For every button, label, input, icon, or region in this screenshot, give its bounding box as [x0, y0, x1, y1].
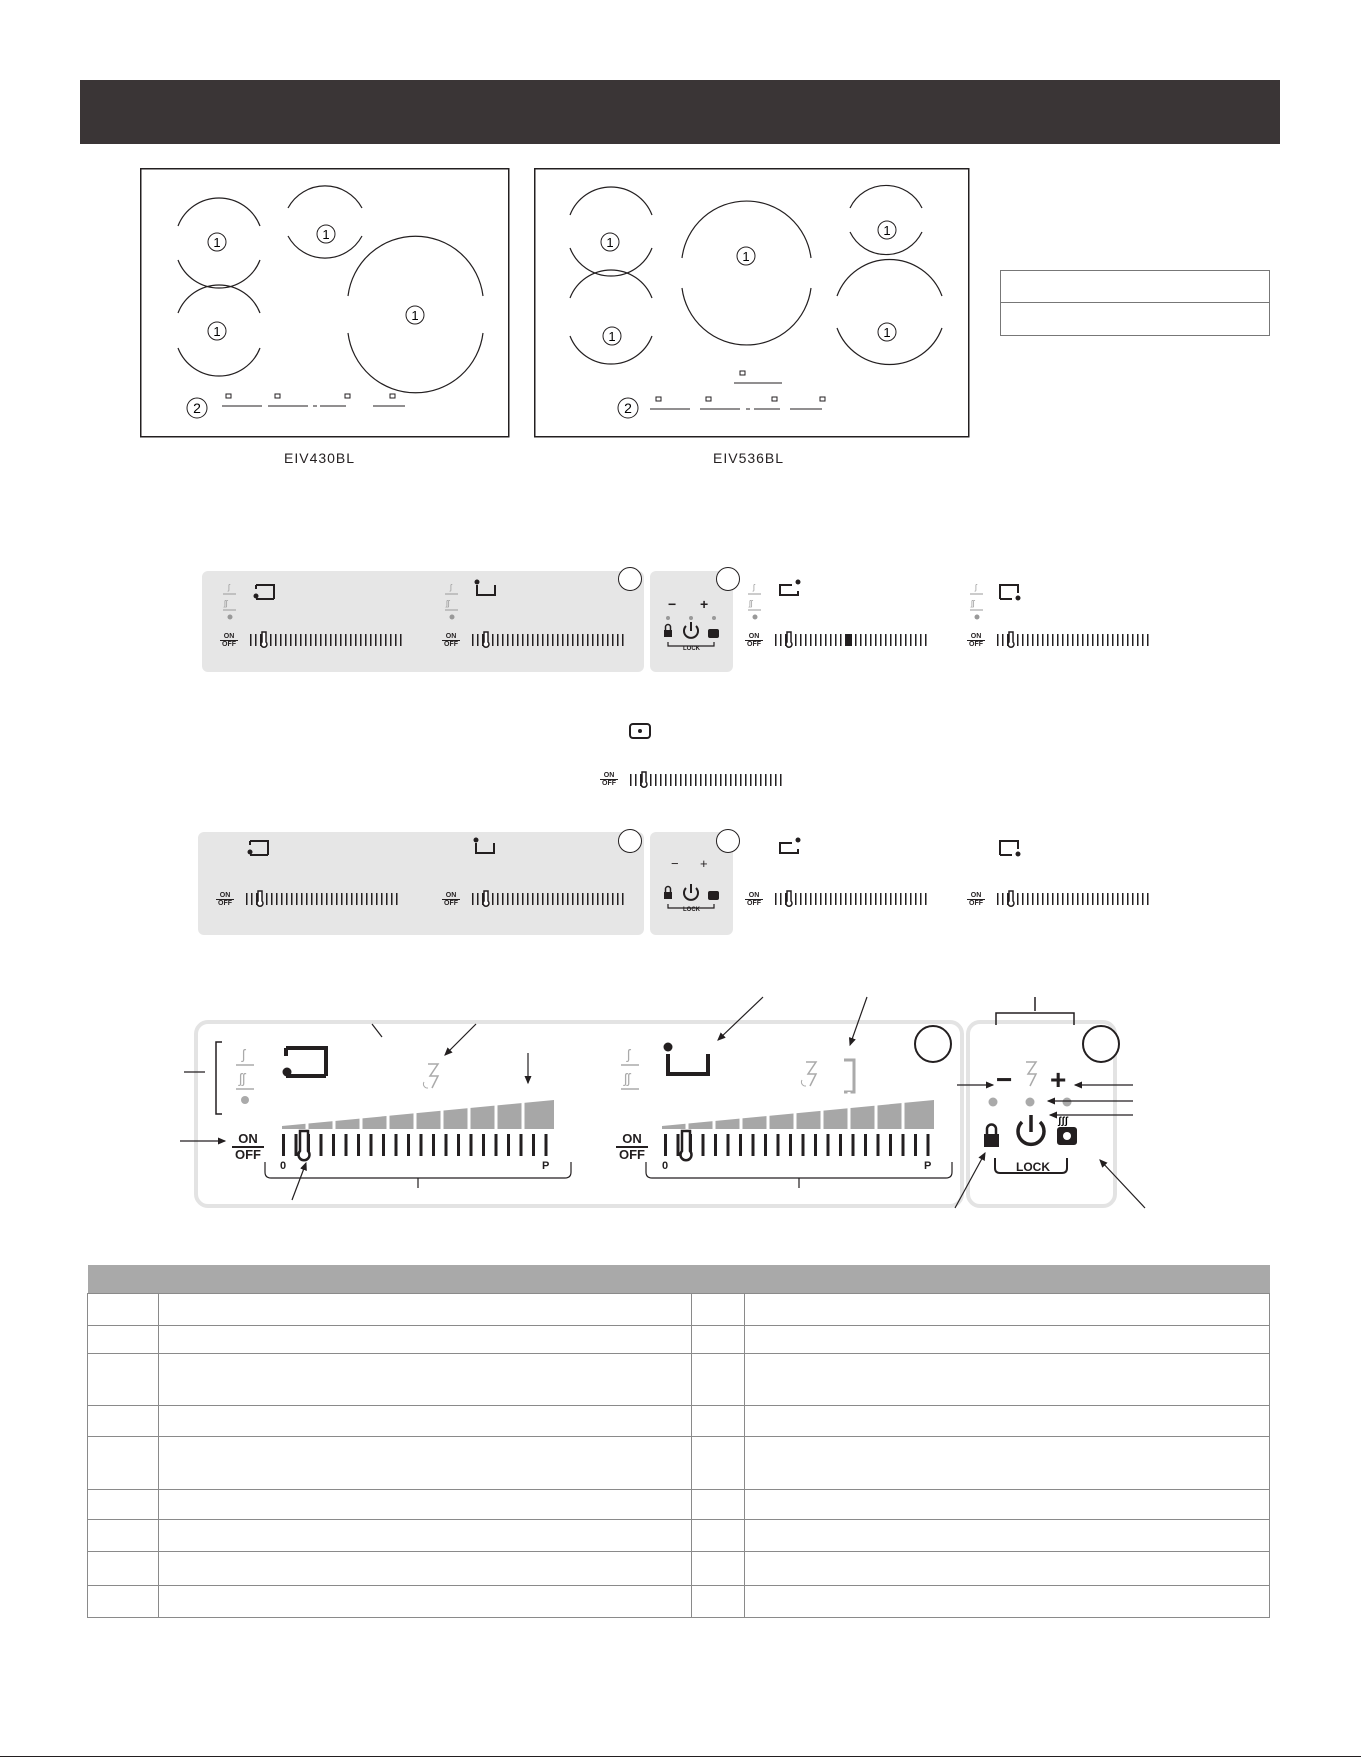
heat-level-icon — [745, 582, 765, 620]
callout-arrows — [0, 985, 1361, 1225]
on-off-button[interactable]: ON OFF — [222, 633, 236, 648]
svg-text:ʃ: ʃ — [450, 583, 452, 592]
model-label-eiv536bl: EIV536BL — [713, 450, 785, 466]
on-off-button[interactable]: ON OFF — [969, 892, 983, 907]
spec-table-header — [88, 1265, 1270, 1294]
thermometer-icon — [1006, 630, 1016, 648]
power-slider[interactable] — [775, 634, 930, 646]
thermometer-icon — [259, 630, 269, 648]
svg-text:1: 1 — [606, 235, 614, 250]
table-row — [88, 1490, 1270, 1520]
minus-button[interactable]: − — [671, 856, 679, 871]
svg-text:1: 1 — [213, 235, 221, 250]
svg-text:1: 1 — [742, 249, 750, 264]
lock-label: LOCK — [683, 907, 700, 913]
minus-button[interactable]: − — [996, 1064, 1013, 1095]
zone-position-icon — [471, 578, 499, 600]
scale-end-label: P — [924, 1160, 932, 1172]
spec-table — [87, 1265, 1270, 1618]
zone-position-icon — [470, 836, 498, 858]
model-label-eiv430bl: EIV430BL — [284, 450, 356, 466]
section-header-bar — [80, 80, 1280, 144]
on-off-button[interactable]: ON OFF — [969, 633, 983, 648]
zone-position-icon — [774, 578, 802, 600]
svg-text:1: 1 — [608, 329, 616, 344]
power-slider[interactable] — [472, 634, 627, 646]
thermometer-icon — [784, 630, 794, 648]
plus-button[interactable]: + — [700, 856, 708, 871]
plus-button[interactable]: + — [700, 596, 709, 612]
zone-position-icon — [996, 838, 1024, 860]
table-row — [88, 1354, 1270, 1406]
panel-marker-circle — [716, 567, 740, 591]
table-row — [88, 1326, 1270, 1354]
lock-label: LOCK — [1016, 1160, 1050, 1174]
plus-button[interactable]: + — [1050, 1064, 1067, 1095]
on-off-button[interactable]: ON OFF — [232, 1132, 264, 1162]
heat-level-icon — [442, 582, 462, 620]
cooktop-diagram-eiv536bl — [534, 168, 970, 438]
scale-start-label: 0 — [662, 1160, 669, 1172]
on-off-button[interactable]: ON OFF — [444, 892, 458, 907]
on-off-button[interactable]: ON OFF — [444, 633, 458, 648]
panel-marker-circle — [618, 567, 642, 591]
svg-text:ʃʃ: ʃʃ — [624, 1070, 631, 1086]
power-slider[interactable] — [630, 774, 785, 786]
table-row — [88, 1437, 1270, 1490]
on-off-button[interactable]: ON OFF — [602, 772, 616, 787]
svg-text:ʃʃʃ: ʃʃʃ — [1058, 1116, 1068, 1127]
thermometer-icon — [481, 630, 491, 648]
svg-text:ʃ: ʃ — [228, 583, 230, 592]
footer-rule — [0, 1756, 1361, 1757]
svg-text:1: 1 — [213, 324, 221, 339]
zone-position-icon — [774, 836, 802, 858]
scale-start-label: 0 — [280, 1160, 287, 1172]
svg-text:ʃ: ʃ — [242, 1046, 246, 1062]
power-slider[interactable] — [472, 893, 627, 905]
table-row — [88, 1586, 1270, 1618]
thermometer-icon — [639, 770, 649, 788]
svg-text:1: 1 — [322, 227, 330, 242]
on-off-button[interactable]: ON OFF — [218, 892, 232, 907]
center-zone-icon — [628, 722, 654, 742]
power-slider[interactable] — [250, 634, 405, 646]
thermometer-icon — [1006, 889, 1016, 907]
power-slider[interactable] — [775, 893, 930, 905]
svg-text:1: 1 — [883, 223, 891, 238]
svg-text:ʃʃ: ʃʃ — [749, 599, 753, 608]
svg-text:ʃ: ʃ — [975, 583, 977, 592]
svg-text:ʃʃ: ʃʃ — [224, 599, 228, 608]
svg-text:ʃʃ: ʃʃ — [239, 1070, 246, 1086]
svg-text:ʃʃ: ʃʃ — [971, 599, 975, 608]
legend-box — [1000, 270, 1270, 336]
heat-level-icon — [967, 582, 987, 620]
svg-text:ʃʃ: ʃʃ — [446, 599, 450, 608]
table-row — [88, 1552, 1270, 1586]
thermometer-icon — [255, 889, 265, 907]
power-slider[interactable] — [246, 893, 401, 905]
thermometer-icon — [481, 889, 491, 907]
svg-text:ʃ: ʃ — [627, 1046, 631, 1062]
svg-text:ʃ: ʃ — [753, 583, 755, 592]
power-slider[interactable] — [997, 634, 1152, 646]
zone-position-icon — [250, 582, 278, 604]
zone-position-icon — [244, 838, 272, 860]
table-row — [88, 1294, 1270, 1326]
cooktop-diagram-eiv430bl — [140, 168, 510, 438]
on-off-button[interactable]: ON OFF — [747, 892, 761, 907]
table-row — [88, 1406, 1270, 1437]
on-off-button[interactable]: ON OFF — [616, 1132, 648, 1162]
lock-label: LOCK — [683, 646, 700, 652]
svg-text:1: 1 — [411, 308, 419, 323]
zone-position-icon — [996, 582, 1024, 604]
power-slider[interactable] — [997, 893, 1152, 905]
heat-level-icon — [220, 582, 240, 620]
slider-position-indicator — [846, 634, 852, 646]
on-off-button[interactable]: ON OFF — [747, 633, 761, 648]
panel-marker-circle — [618, 829, 642, 853]
scale-end-label: P — [542, 1160, 550, 1172]
table-row — [88, 1520, 1270, 1552]
panel-marker-circle — [716, 829, 740, 853]
svg-text:2: 2 — [624, 400, 632, 416]
svg-text:2: 2 — [193, 400, 201, 416]
minus-button[interactable]: − — [668, 596, 677, 612]
thermometer-icon — [784, 889, 794, 907]
svg-text:1: 1 — [883, 325, 891, 340]
